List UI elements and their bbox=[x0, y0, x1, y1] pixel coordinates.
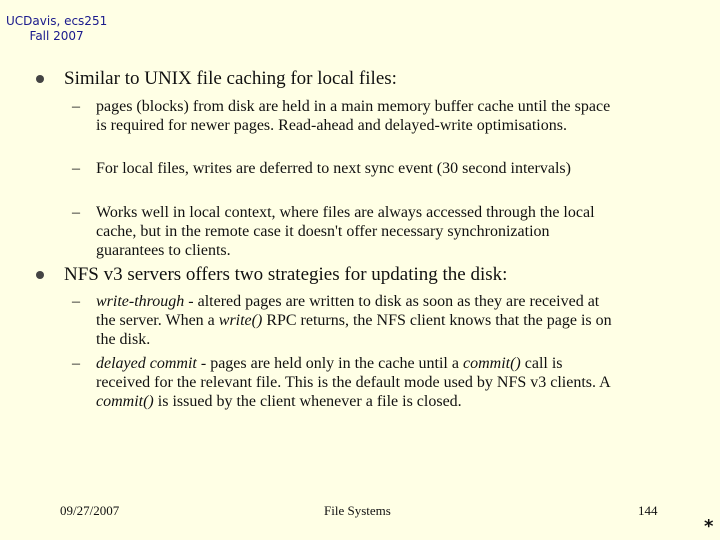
course-term: Fall 2007 bbox=[29, 29, 84, 43]
footer-mark: * bbox=[704, 516, 714, 537]
bullet-text: Similar to UNIX file caching for local files: bbox=[64, 68, 397, 89]
sub-bullet-text: For local files, writes are deferred to next sync event (30 second intervals) bbox=[96, 160, 571, 177]
sub-dash: – bbox=[72, 160, 80, 177]
sub-dash: – bbox=[72, 293, 80, 310]
sub-bullet-text: write-through - altered pages are written to disk as soon as they are received at the server. When a write() RPC returns, the NFS client knows that the page is on the disk. bbox=[96, 293, 612, 348]
sub-dash: – bbox=[72, 355, 80, 372]
sub-bullet-text: pages (blocks) from disk are held in a main memory buffer cache until the space is required for newer pages. Read-ahead and delayed-write optimisations. bbox=[96, 98, 611, 134]
bullet-dot bbox=[36, 75, 44, 83]
course-name: UCDavis, ecs251 bbox=[6, 14, 108, 28]
sub-bullet-text: delayed commit - pages are held only in the cache until a commit() call is received for the relevant file. This is the default mode used by NFS v3 clients. A commit() is issued by the client whenever a file is closed. bbox=[96, 355, 610, 410]
sub-dash: – bbox=[72, 98, 80, 115]
footer-title: File Systems bbox=[324, 503, 391, 518]
footer-date: 09/27/2007 bbox=[60, 503, 120, 518]
course-header bbox=[6, 14, 107, 44]
bullet-dot bbox=[36, 271, 44, 279]
sub-dash: – bbox=[72, 204, 80, 221]
bullet-text: NFS v3 servers offers two strategies for updating the disk: bbox=[64, 264, 508, 285]
sub-bullet-text: Works well in local context, where files are always accessed through the local cache, but in the remote case it doesn't offer necessary synchronization guarantees to clients. bbox=[96, 204, 595, 259]
page-number: 144 bbox=[638, 503, 658, 518]
